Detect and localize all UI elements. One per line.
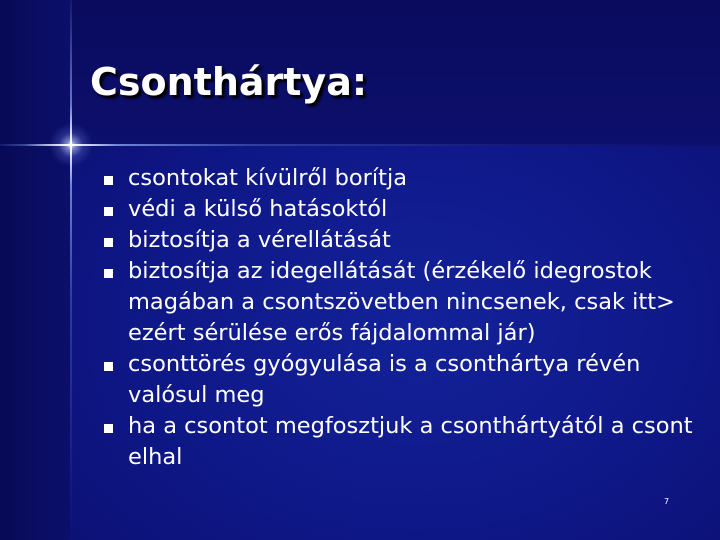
square-bullet-icon [104, 269, 113, 278]
slide-title: Csonthártya: [90, 60, 368, 104]
list-item [104, 256, 704, 349]
bullet-text: ha a csontot megfosztjuk a csonthártyától a csont elhal [128, 413, 693, 470]
vertical-rule [70, 0, 72, 540]
bullet-text: biztosítja az idegellátását (érzékelő idegrostok magában a csontszövetben nincsenek, csak itt> ezért sérülése erős fájdalommal jár) [128, 258, 675, 346]
page-number: 7 [664, 497, 670, 506]
left-band [0, 0, 70, 540]
list-item [104, 163, 704, 194]
bullet-list [104, 163, 704, 473]
bullet-text: csontokat kívülről borítja [128, 165, 408, 191]
list-item [104, 349, 704, 411]
bullet-text: csonttörés gyógyulása is a csonthártya révén valósul meg [128, 351, 641, 408]
square-bullet-icon [104, 238, 113, 247]
bullet-text: védi a külső hatásoktól [128, 196, 388, 222]
star-ray-vertical [70, 105, 72, 185]
square-bullet-icon [104, 362, 113, 371]
square-bullet-icon [104, 207, 113, 216]
square-bullet-icon [104, 424, 113, 433]
square-bullet-icon [104, 176, 113, 185]
list-item [104, 225, 704, 256]
bullet-text: biztosítja a vérellátását [128, 227, 391, 253]
list-item [104, 194, 704, 225]
list-item [104, 411, 704, 473]
